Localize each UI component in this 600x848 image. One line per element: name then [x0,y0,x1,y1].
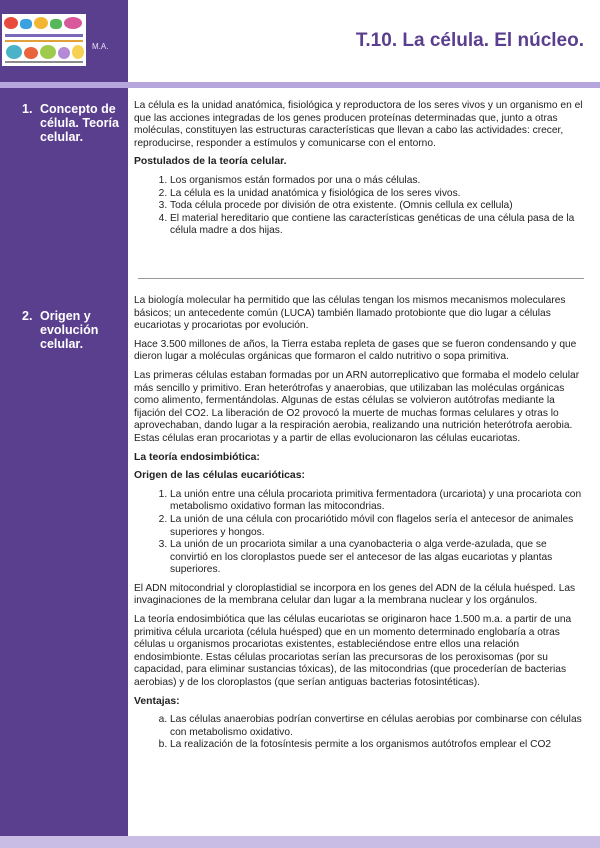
paragraph: Hace 3.500 millones de años, la Tierra estaba repleta de gases que se fueron condensando y que dieron lugar a moléculas orgánicas que formaron el caldo nutritivo o sopa primitiva. [134,338,577,363]
subheading: Postulados de la teoría celular. [134,156,287,168]
page-title: T.10. La célula. El núcleo. [355,30,584,51]
subheading: Ventajas: [134,695,180,707]
section-2-content [134,295,586,758]
paragraph: La biología molecular ha permitido que las células tengan los mismos mecanismos moleculares básicos; un antecedente común (LUCA) también llamado protobionte que dio lugar a células eucariotas y procariotas por evolución. [134,295,566,332]
header-stripe [0,82,600,88]
paragraph: Las primeras células estaban formadas por un ARN autorreplicativo que formaba el modelo celular más sencillo y primitivo. Eran heterótrofas y anaerobias, que utilizaban las moléculas orgánicas como alimento, fermentándolas. Algunas de estas células se volvieron autótrofas mediante la fijación del CO2. La liberación de O2 provocó la muerte de muchas formas celulares y otras lo aprovechaban, dando lugar a la respiración aerobia, realizando una nutrición heterótrofa aerobia. Estas células eran procariotas y a partir de ellas evolucionaron las células eucariotas. [134,369,580,444]
paragraph: La célula es la unidad anatómica, fisiológica y reproductora de los seres vivos y un organismo en el que las acciones integradas de los genes producen proteínas determinadas que, junto a otras moléculas, constituyen las estructuras características que llevan a cabo las actividades: crecer, reproducirse, responder a estímulos y comunicarse con el entorno. [134,100,583,149]
logo-image [2,14,86,66]
section-number: 1. [22,102,33,116]
section-title: Origen y evolución celular. [40,309,99,351]
ventajas-list [134,714,586,752]
list-item: 2. La célula es la unidad anatómica y fisiológica de los seres vivos. [170,188,586,201]
author-initials: M.A. [92,42,109,51]
list-item: 1. Los organismos están formados por una o más células. [170,175,586,188]
list-item: 3. Toda célula procede por división de otra existente. (Omnis cellula ex cellula) [170,200,586,213]
paragraph: El ADN mitocondrial y cloroplastidial se incorpora en los genes del ADN de la célula huésped. Las invaginaciones de la membrana celular dan lugar a la membrana nuclear y los orgánulos. [134,582,576,607]
section-number: 2. [22,309,33,323]
section-divider [138,278,584,279]
section-title: Concepto de célula. Teoría celular. [40,102,119,144]
list-item: a. Las células anaerobias podrían convertirse en células aerobias por combinarse con células con metabolismo oxidativo. [170,714,586,739]
bottom-band [0,836,600,848]
section-1-content [134,100,586,244]
list-item: 3. La unión de un procariota similar a una cyanobacteria o alga verde-azulada, que se convirtió en los cloroplastos puede ser el antecesor de las algas eucariotas y plantas superiores. [170,539,586,577]
paragraph: La teoría endosimbiótica que las células eucariotas se originaron hace 1.500 m.a. a partir de una primitiva célula urcariota (célula huésped) que en un momento determinado englobaría a otras células u organismos procariotas existentes, estableciéndose entre ellos una relación endosimbionte. Estas células procariotas serían las precursoras de los peroxisomas (por su capacidad, para eliminar sustancias tóxicas), de las mitocondrias (que procederían de bacterias aerobias) y de los cloroplastos (que serían antiguas bacterias fotosintéticas). [134,614,572,689]
subheading: Origen de las células eucarióticas: [134,470,305,482]
postulados-list [134,175,586,238]
list-item: 2. La unión de una célula con procariótido móvil con flagelos sería el antecesor de animales superiores y hongos. [170,514,586,539]
list-item: 1. La unión entre una célula procariota primitiva fermentadora (urcariota) y una procariota con metabolismo oxidativo forman las mitocondrias. [170,489,586,514]
list-item: 4. El material hereditario que contiene las características genéticas de una célula pasa de la célula madre a dos hijas. [170,213,586,238]
subheading: La teoría endosimbiótica: [134,451,260,463]
list-item: b. La realización de la fotosíntesis permite a los organismos autótrofos emplear el CO2 [170,739,586,752]
origen-list [134,489,586,577]
